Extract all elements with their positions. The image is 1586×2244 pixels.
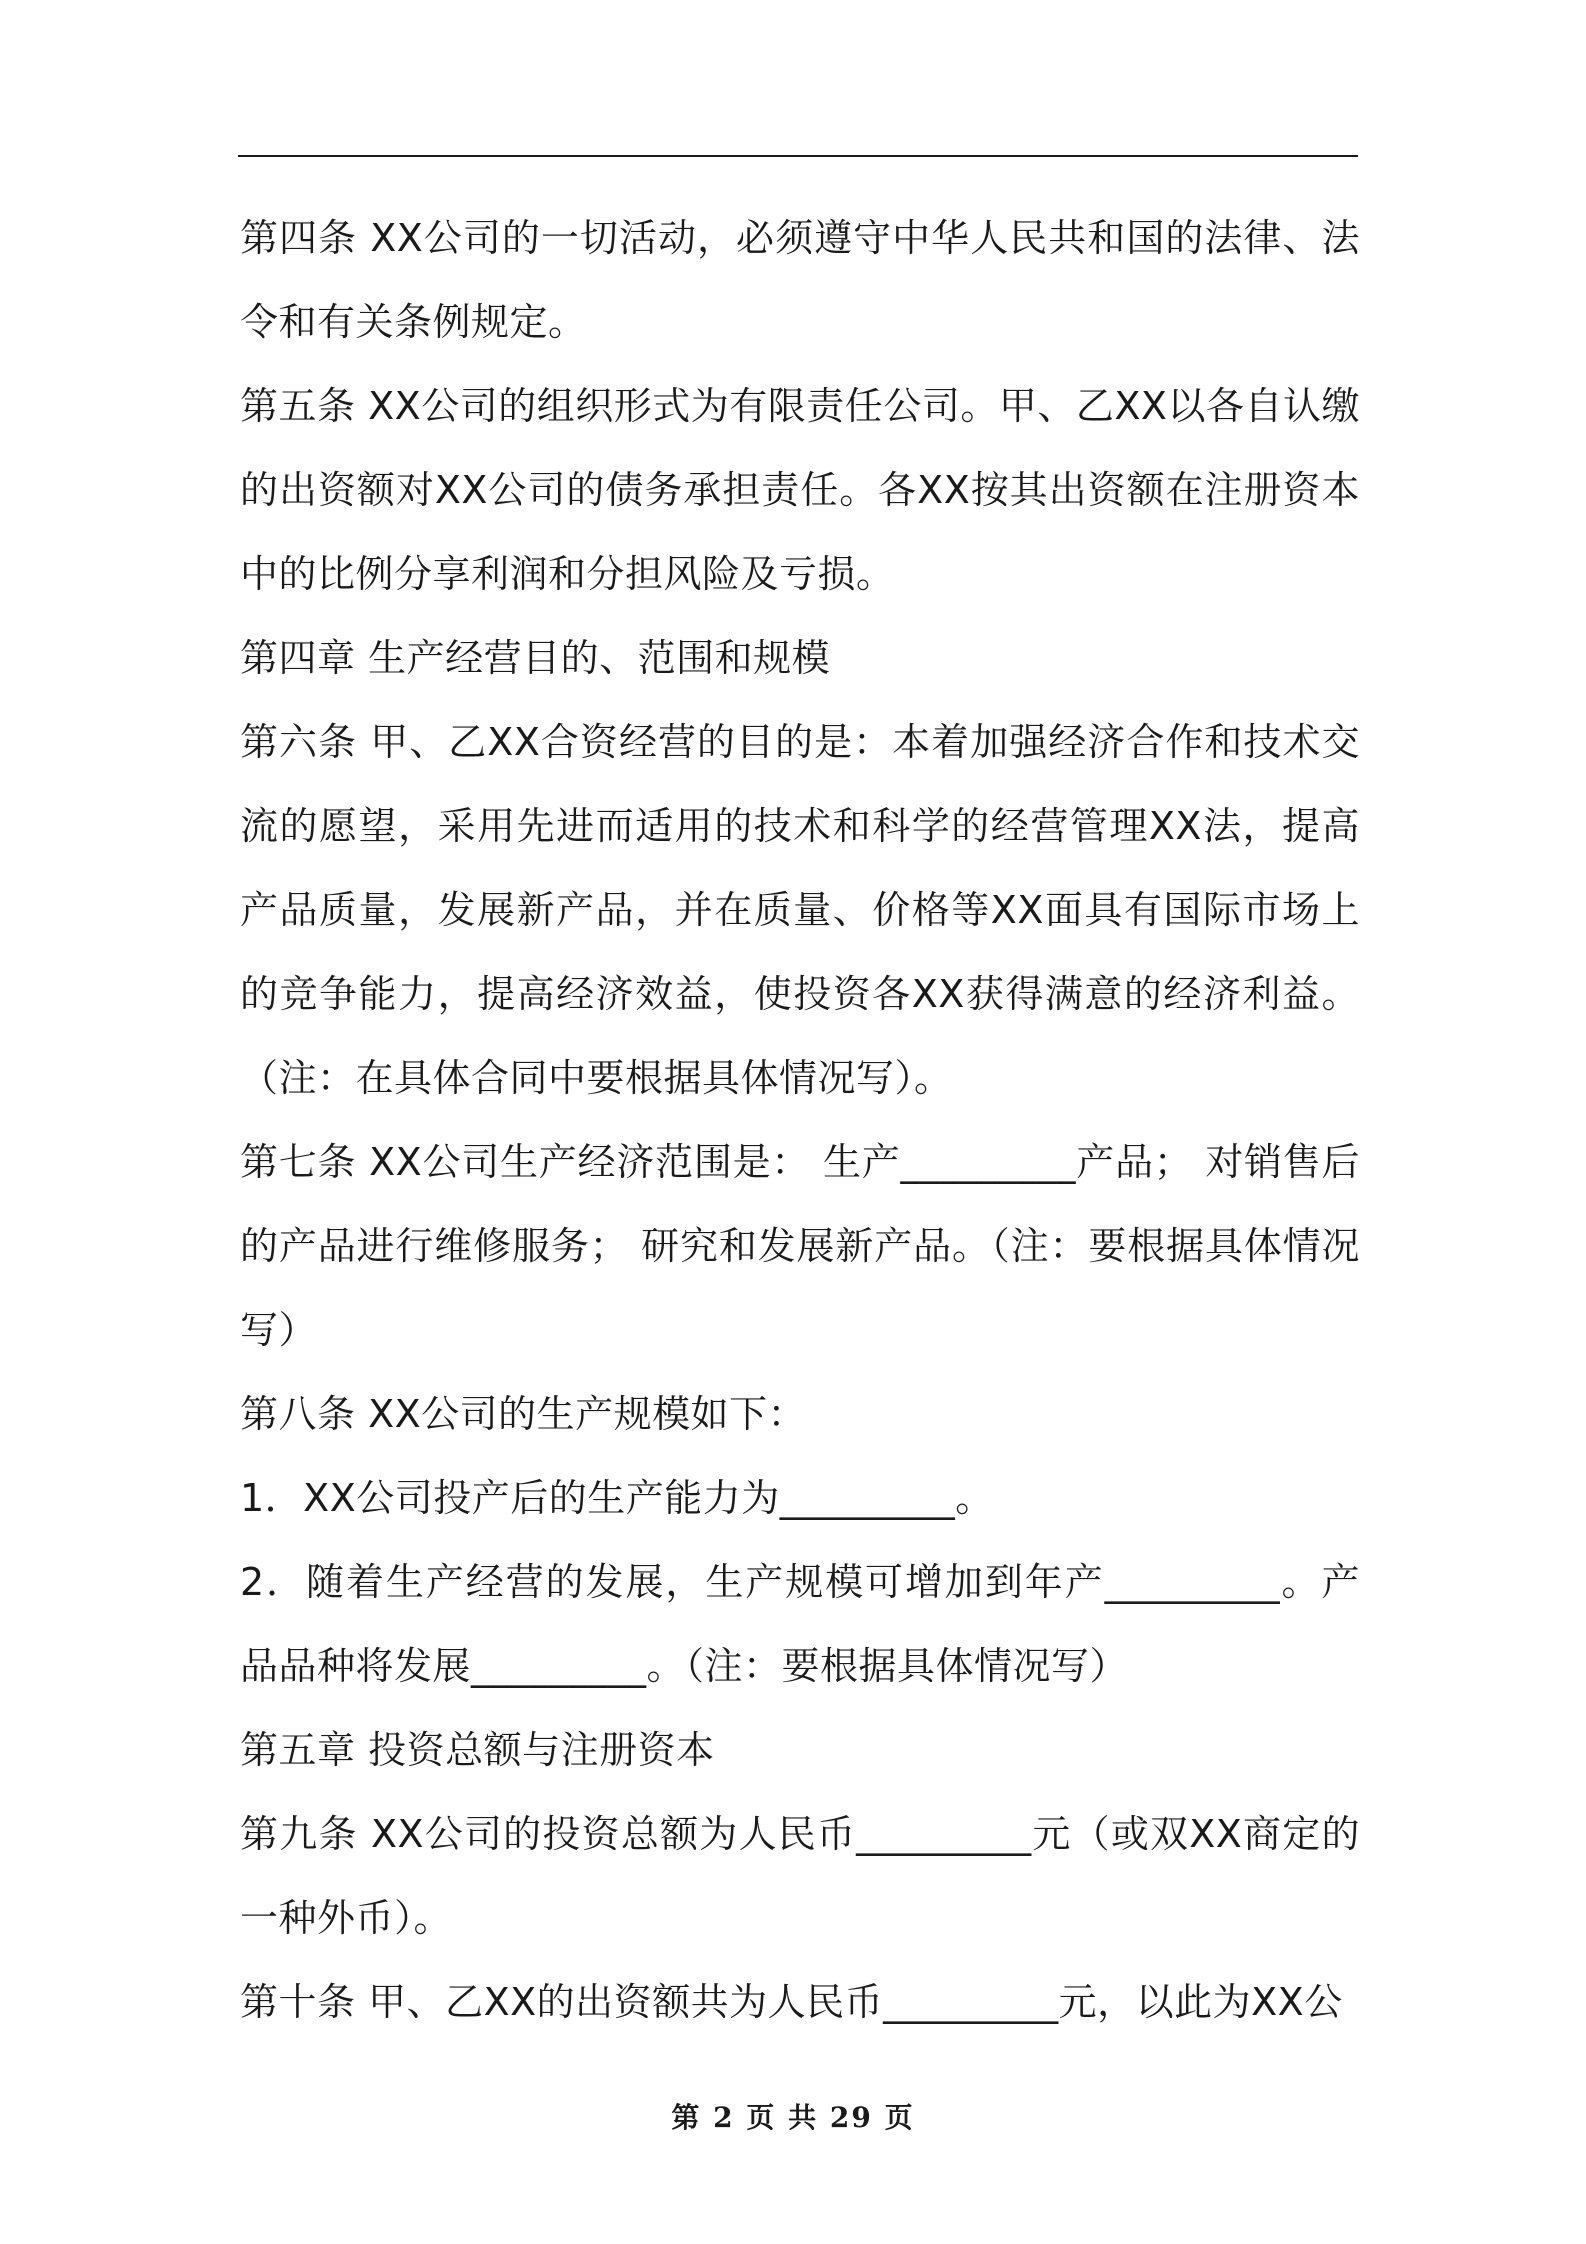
article-10: 第十条 甲、乙XX的出资额共为人民币_________元，以此为XX公 bbox=[240, 1980, 1343, 2024]
article-5: 第五条 XX公司的组织形式为有限责任公司。甲、乙XX以各自认缴的出资额对XX公司的债务承担责任。各XX按其出资额在注册资本中的比例分享利润和分担风险及亏损。 bbox=[240, 384, 1360, 596]
article-7: 第七条 XX公司生产经济范围是： 生产_________产品； 对销售后的产品进行维修服务； 研究和发展新产品。（注：要根据具体情况写） bbox=[240, 1140, 1360, 1352]
article-9: 第九条 XX公司的投资总额为人民币_________元（或双XX商定的一种外币）。 bbox=[240, 1812, 1360, 1940]
article-8-item-2: 2．随着生产经营的发展，生产规模可增加到年产_________。产品品种将发展_________。（注：要根据具体情况写） bbox=[240, 1560, 1360, 1688]
chapter-4-heading: 第四章 生产经营目的、范围和规模 bbox=[240, 636, 831, 680]
page-number: 第 2 页 共 29 页 bbox=[671, 2101, 915, 2134]
article-6: 第六条 甲、乙XX合资经营的目的是：本着加强经济合作和技术交流的愿望，采用先进而适用的技术和科学的经营管理XX法，提高产品质量，发展新产品，并在质量、价格等XX面具有国际市场上的竞争能力，提高经济效益，使投资各XX获得满意的经济利益。（注：在具体合同中要根据具体情况写）。 bbox=[240, 720, 1360, 1100]
header-rule bbox=[238, 155, 1358, 157]
chapter-5-heading: 第五章 投资总额与注册资本 bbox=[240, 1728, 715, 1772]
article-8: 第八条 XX公司的生产规模如下： bbox=[240, 1392, 807, 1436]
article-4: 第四条 XX公司的一切活动，必须遵守中华人民共和国的法律、法令和有关条例规定。 bbox=[240, 216, 1360, 344]
document-body bbox=[240, 196, 1360, 2044]
article-8-item-1: 1．XX公司投产后的生产能力为_________。 bbox=[240, 1476, 994, 1520]
